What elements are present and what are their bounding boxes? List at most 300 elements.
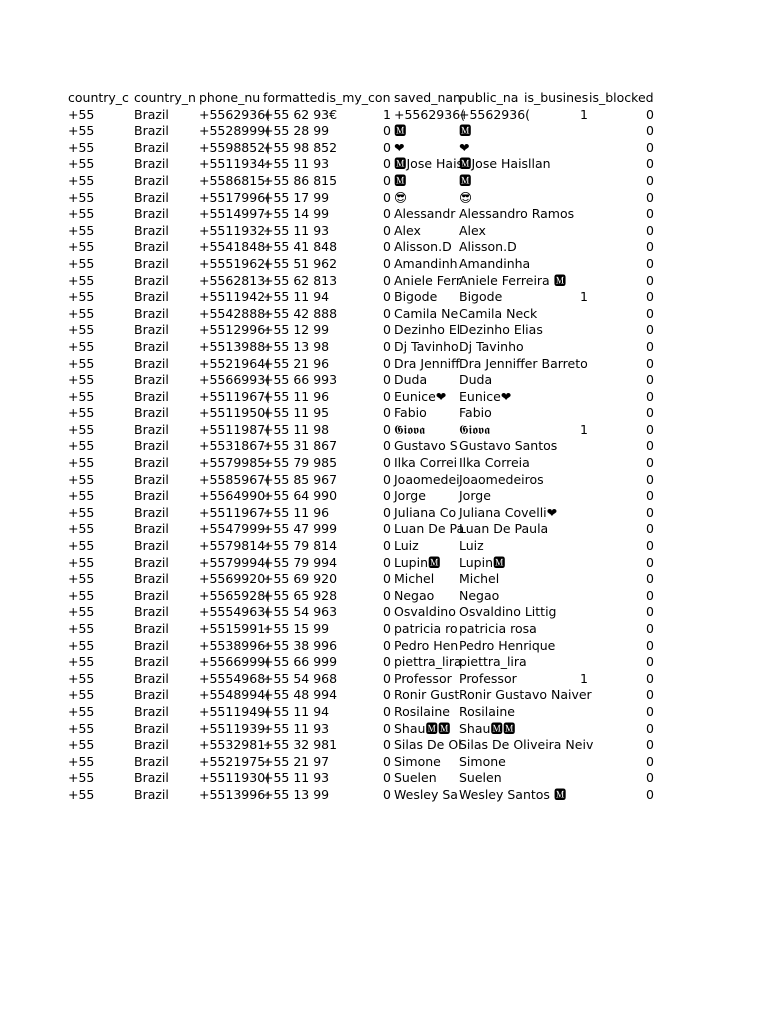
cell-is-my-contact[interactable]: 0 [383,687,391,703]
cell-saved-name[interactable]: Luan De Pa [394,521,465,537]
cell-is-blocked[interactable]: 0 [646,621,654,636]
cell-saved-name[interactable]: Negao [394,587,435,603]
cell-is-blocked[interactable]: 0 [646,455,654,471]
cell-formatted[interactable]: +55 62 93€ [263,106,338,122]
cell-country-name[interactable]: Brazil [134,554,169,570]
cell-is-my-contact[interactable]: 0 [383,338,391,354]
cell-saved-name[interactable]: Jorge [394,488,426,504]
cell-is-business[interactable] [524,372,588,389]
cell-country-name[interactable]: Brazil [134,156,169,172]
cell-is-my-contact[interactable]: 0 [383,388,391,404]
cell-is-my-contact[interactable]: 0 [383,255,391,271]
cell-country-name[interactable]: Brazil [134,687,169,703]
cell-is-business[interactable] [524,389,588,406]
cell-is-business[interactable] [524,555,588,572]
cell-phone-number[interactable]: +5586815: [199,172,270,188]
cell-is-blocked[interactable]: 0 [646,471,654,487]
cell-formatted[interactable]: +55 51 962 [263,255,338,271]
cell-is-business[interactable] [524,239,588,256]
cell-is-business[interactable] [524,455,588,472]
cell-saved-name[interactable]: Ronir Gust [394,687,460,703]
cell-is-business[interactable] [524,405,588,422]
cell-saved-name[interactable]: Alex [394,222,421,238]
cell-country-code[interactable]: +55 [68,189,95,205]
cell-phone-number[interactable]: +5511930( [199,770,271,786]
cell-is-blocked[interactable]: 0 [646,538,654,554]
cell-public-name[interactable]: Professor [459,670,517,686]
cell-country-code[interactable]: +55 [68,455,95,471]
cell-saved-name[interactable]: Amandinh [394,255,458,271]
cell-is-my-contact[interactable]: 0 [383,405,391,421]
cell-is-my-contact[interactable]: 0 [383,289,391,305]
cell-country-name[interactable]: Brazil [134,770,169,786]
cell-public-name[interactable]: Juliana Covelli❤ [459,504,558,520]
cell-is-blocked[interactable]: 0 [646,521,654,537]
cell-public-name[interactable]: Jorge [459,488,491,504]
cell-country-name[interactable]: Brazil [134,753,169,769]
cell-saved-name[interactable]: Michel [394,571,435,587]
cell-country-name[interactable]: Brazil [134,421,169,437]
cell-formatted[interactable]: +55 65 928 [263,587,338,603]
cell-country-name[interactable]: Brazil [134,488,169,504]
cell-saved-name[interactable]: Duda [394,372,428,388]
cell-phone-number[interactable]: +5511942: [199,289,270,305]
cell-is-blocked[interactable]: 0 [646,438,654,454]
cell-formatted[interactable]: +55 11 96 [263,388,330,404]
cell-saved-name[interactable]: Shau🅼🅼 [394,720,451,736]
cell-saved-name[interactable]: 𝕲𝖎𝖔𝖛𝖆 [394,421,426,437]
cell-is-blocked[interactable]: 0 [646,421,654,437]
cell-is-business[interactable] [524,156,588,173]
cell-country-code[interactable]: +55 [68,488,95,504]
cell-saved-name[interactable]: patricia ro [394,621,458,636]
cell-country-name[interactable]: Brazil [134,670,169,686]
cell-country-name[interactable]: Brazil [134,455,169,471]
cell-is-blocked[interactable]: 0 [646,123,654,139]
cell-phone-number[interactable]: +5511939: [199,720,270,736]
cell-phone-number[interactable]: +5528999( [199,123,271,139]
cell-is-blocked[interactable]: 0 [646,289,654,305]
cell-formatted[interactable]: +55 13 98 [263,338,330,354]
cell-is-blocked[interactable]: 0 [646,488,654,504]
cell-country-code[interactable]: +55 [68,322,95,338]
cell-country-name[interactable]: Brazil [134,272,169,288]
cell-formatted[interactable]: +55 11 94 [263,289,330,305]
cell-is-business[interactable] [524,621,588,638]
cell-is-business[interactable] [524,306,588,323]
cell-country-code[interactable]: +55 [68,222,95,238]
cell-country-code[interactable]: +55 [68,538,95,554]
cell-country-name[interactable]: Brazil [134,172,169,188]
cell-is-business[interactable] [524,754,588,771]
cell-formatted[interactable]: +55 21 97 [263,753,330,769]
cell-country-name[interactable]: Brazil [134,206,169,222]
cell-country-code[interactable]: +55 [68,156,95,172]
cell-is-business[interactable] [524,488,588,505]
cell-phone-number[interactable]: +5513996: [199,786,270,802]
cell-country-code[interactable]: +55 [68,438,95,454]
cell-is-blocked[interactable]: 0 [646,554,654,570]
cell-public-name[interactable]: Suelen [459,770,502,786]
cell-formatted[interactable]: +55 11 93 [263,222,330,238]
cell-formatted[interactable]: +55 11 96 [263,504,330,520]
cell-is-blocked[interactable]: 0 [646,604,654,620]
cell-phone-number[interactable]: +5579814: [199,538,270,554]
cell-country-code[interactable]: +55 [68,272,95,288]
cell-public-name[interactable]: Eunice❤ [459,388,512,404]
cell-phone-number[interactable]: +5511950( [199,405,271,421]
cell-formatted[interactable]: +55 12 99 [263,322,330,338]
cell-public-name[interactable]: Amandinha [459,255,531,271]
cell-is-my-contact[interactable]: 0 [383,222,391,238]
cell-country-code[interactable]: +55 [68,737,95,753]
cell-phone-number[interactable]: +5531867: [199,438,270,454]
cell-is-my-contact[interactable]: 0 [383,770,391,786]
cell-public-name[interactable]: 🅼Jose Haisllan [459,156,551,172]
cell-country-code[interactable]: +55 [68,388,95,404]
cell-country-code[interactable]: +55 [68,687,95,703]
cell-is-business[interactable] [524,687,588,704]
cell-is-my-contact[interactable]: 0 [383,604,391,620]
cell-phone-number[interactable]: +5521964( [199,355,271,371]
cell-country-name[interactable]: Brazil [134,720,169,736]
cell-is-business[interactable] [524,604,588,621]
cell-country-code[interactable]: +55 [68,355,95,371]
cell-phone-number[interactable]: +5585967( [199,471,271,487]
cell-public-name[interactable]: 𝕲𝖎𝖔𝖛𝖆 [459,421,491,437]
cell-formatted[interactable]: +55 17 99 [263,189,330,205]
cell-public-name[interactable]: Dra Jenniffer Barreto [459,355,588,371]
cell-is-blocked[interactable]: 0 [646,372,654,388]
cell-formatted[interactable]: +55 54 963 [263,604,338,620]
cell-is-my-contact[interactable]: 0 [383,123,391,139]
cell-is-blocked[interactable]: 0 [646,139,654,155]
cell-is-my-contact[interactable]: 0 [383,438,391,454]
cell-phone-number[interactable]: +5548994( [199,687,271,703]
cell-saved-name[interactable]: Eunice❤ [394,388,447,404]
cell-public-name[interactable]: Joaomedeiros [459,471,544,487]
cell-country-name[interactable]: Brazil [134,123,169,139]
cell-is-business[interactable] [524,173,588,190]
cell-phone-number[interactable]: +5542888: [199,305,270,321]
cell-is-blocked[interactable]: 0 [646,206,654,222]
cell-is-business[interactable] [524,472,588,489]
header-is-business[interactable]: is_busines [524,90,589,105]
cell-public-name[interactable]: Dj Tavinho [459,338,524,354]
cell-is-business[interactable] [524,638,588,655]
cell-is-my-contact[interactable]: 0 [383,538,391,554]
cell-formatted[interactable]: +55 64 990 [263,488,338,504]
cell-phone-number[interactable]: +5514997: [199,206,270,222]
cell-country-code[interactable]: +55 [68,123,95,139]
cell-is-business[interactable] [524,654,588,671]
cell-phone-number[interactable]: +5547999: [199,521,270,537]
cell-country-code[interactable]: +55 [68,720,95,736]
cell-is-my-contact[interactable]: 0 [383,554,391,570]
cell-country-code[interactable]: +55 [68,372,95,388]
cell-country-name[interactable]: Brazil [134,521,169,537]
cell-phone-number[interactable]: +5513988: [199,338,270,354]
cell-formatted[interactable]: +55 66 999 [263,654,338,670]
cell-country-code[interactable]: +55 [68,139,95,155]
cell-country-name[interactable]: Brazil [134,438,169,454]
cell-formatted[interactable]: +55 21 96 [263,355,330,371]
cell-public-name[interactable]: Shau🅼🅼 [459,720,516,736]
cell-country-code[interactable]: +55 [68,753,95,769]
cell-saved-name[interactable]: Rosilaine [394,703,450,719]
cell-saved-name[interactable]: Joaomedei [394,471,460,487]
cell-is-business[interactable]: 1 [580,421,588,437]
cell-country-name[interactable]: Brazil [134,654,169,670]
cell-country-name[interactable]: Brazil [134,504,169,520]
cell-phone-number[interactable]: +5562813: [199,272,270,288]
cell-is-business[interactable] [524,140,588,157]
cell-formatted[interactable]: +55 11 94 [263,703,330,719]
cell-is-business[interactable] [524,787,588,804]
cell-is-blocked[interactable]: 0 [646,670,654,686]
cell-formatted[interactable]: +55 42 888 [263,305,338,321]
cell-country-name[interactable]: Brazil [134,305,169,321]
cell-country-code[interactable]: +55 [68,305,95,321]
cell-formatted[interactable]: +55 79 994 [263,554,338,570]
cell-public-name[interactable]: Lupin🅼 [459,554,506,570]
cell-public-name[interactable]: Dezinho Elias [459,322,543,338]
cell-phone-number[interactable]: +5566993( [199,372,271,388]
cell-country-code[interactable]: +55 [68,637,95,653]
cell-is-blocked[interactable]: 0 [646,172,654,188]
cell-country-code[interactable]: +55 [68,106,95,122]
cell-is-my-contact[interactable]: 0 [383,139,391,155]
cell-formatted[interactable]: +55 47 999 [263,521,338,537]
cell-is-business[interactable] [524,521,588,538]
cell-is-my-contact[interactable]: 0 [383,156,391,172]
cell-is-business[interactable] [524,505,588,522]
cell-is-my-contact[interactable]: 0 [383,421,391,437]
cell-is-blocked[interactable]: 0 [646,637,654,653]
cell-phone-number[interactable]: +5517996( [199,189,271,205]
cell-saved-name[interactable]: Alessandr [394,206,456,222]
cell-phone-number[interactable]: +5562936( [199,106,271,122]
cell-phone-number[interactable]: +5598852( [199,139,271,155]
cell-public-name[interactable]: Bigode [459,289,503,305]
cell-is-my-contact[interactable]: 0 [383,172,391,188]
cell-phone-number[interactable]: +5579994( [199,554,271,570]
cell-phone-number[interactable]: +5554963( [199,604,271,620]
cell-public-name[interactable]: Camila Neck [459,305,538,321]
cell-formatted[interactable]: +55 62 813 [263,272,338,288]
cell-phone-number[interactable]: +5564990: [199,488,270,504]
cell-is-business[interactable] [524,721,588,738]
cell-is-blocked[interactable]: 0 [646,222,654,238]
header-country-code[interactable]: country_c [68,90,129,105]
cell-is-my-contact[interactable]: 0 [383,488,391,504]
cell-phone-number[interactable]: +5579985: [199,455,270,471]
cell-public-name[interactable]: Alisson.D [459,239,517,255]
cell-public-name[interactable]: 🅼 [459,172,472,188]
cell-is-my-contact[interactable]: 0 [383,737,391,753]
cell-formatted[interactable]: +55 31 867 [263,438,338,454]
cell-public-name[interactable]: patricia rosa [459,621,537,636]
cell-phone-number[interactable]: +5554968: [199,670,270,686]
cell-public-name[interactable]: Gustavo Santos [459,438,558,454]
cell-is-business[interactable] [524,538,588,555]
cell-public-name[interactable]: Michel [459,571,500,587]
cell-country-code[interactable]: +55 [68,604,95,620]
cell-is-blocked[interactable]: 0 [646,753,654,769]
cell-is-blocked[interactable]: 0 [646,720,654,736]
header-phone-number[interactable]: phone_nu [199,90,261,105]
cell-public-name[interactable]: 🅼 [459,123,472,139]
cell-saved-name[interactable]: 🅼 [394,172,407,188]
cell-country-name[interactable]: Brazil [134,538,169,554]
cell-formatted[interactable]: +55 14 99 [263,206,330,222]
cell-country-name[interactable]: Brazil [134,355,169,371]
cell-country-name[interactable]: Brazil [134,637,169,653]
cell-is-my-contact[interactable]: 0 [383,703,391,719]
cell-is-my-contact[interactable]: 0 [383,272,391,288]
cell-is-my-contact[interactable]: 0 [383,455,391,471]
cell-saved-name[interactable]: Aniele Ferr [394,272,462,288]
cell-public-name[interactable]: Aniele Ferreira 🅼 [459,272,567,288]
header-saved-name[interactable]: saved_nan [394,90,461,105]
cell-phone-number[interactable]: +5566999( [199,654,271,670]
cell-is-my-contact[interactable]: 0 [383,322,391,338]
cell-is-blocked[interactable]: 0 [646,737,654,753]
cell-is-blocked[interactable]: 0 [646,786,654,802]
cell-phone-number[interactable]: +5565928( [199,587,271,603]
cell-country-code[interactable]: +55 [68,239,95,255]
cell-is-my-contact[interactable]: 0 [383,571,391,587]
cell-is-business[interactable] [524,339,588,356]
cell-saved-name[interactable]: Camila Ne [394,305,459,321]
cell-formatted[interactable]: +55 79 814 [263,538,338,554]
cell-phone-number[interactable]: +5512996: [199,322,270,338]
cell-country-code[interactable]: +55 [68,405,95,421]
cell-phone-number[interactable]: +5511987( [199,421,271,437]
cell-country-name[interactable]: Brazil [134,289,169,305]
cell-saved-name[interactable]: Silas De Ol [394,737,462,753]
cell-country-name[interactable]: Brazil [134,471,169,487]
cell-is-blocked[interactable]: 0 [646,405,654,421]
cell-public-name[interactable]: Luiz [459,538,484,554]
cell-public-name[interactable]: Duda [459,372,493,388]
cell-country-code[interactable]: +55 [68,255,95,271]
cell-saved-name[interactable]: 😎 [394,189,408,205]
cell-is-blocked[interactable]: 0 [646,388,654,404]
cell-formatted[interactable]: +55 11 93 [263,770,330,786]
header-is-blocked[interactable]: is_blocked [589,90,654,105]
cell-formatted[interactable]: +55 86 815 [263,172,338,188]
cell-is-business[interactable] [524,356,588,373]
cell-is-blocked[interactable]: 0 [646,255,654,271]
cell-is-my-contact[interactable]: 0 [383,753,391,769]
cell-country-name[interactable]: Brazil [134,587,169,603]
cell-country-code[interactable]: +55 [68,421,95,437]
cell-is-business[interactable]: 1 [580,289,588,305]
cell-is-blocked[interactable]: 0 [646,355,654,371]
cell-saved-name[interactable]: Simone [394,753,441,769]
cell-is-blocked[interactable]: 0 [646,571,654,587]
cell-is-my-contact[interactable]: 0 [383,521,391,537]
cell-is-my-contact[interactable]: 0 [383,670,391,686]
cell-is-business[interactable] [524,273,588,290]
cell-is-my-contact[interactable]: 0 [383,654,391,670]
cell-phone-number[interactable]: +5532981: [199,737,270,753]
cell-country-name[interactable]: Brazil [134,405,169,421]
cell-formatted[interactable]: +55 48 994 [263,687,338,703]
cell-country-name[interactable]: Brazil [134,604,169,620]
cell-formatted[interactable]: +55 15 99 [263,621,330,636]
cell-formatted[interactable]: +55 11 95 [263,405,330,421]
cell-country-code[interactable]: +55 [68,786,95,802]
cell-phone-number[interactable]: +5541848: [199,239,270,255]
cell-country-name[interactable]: Brazil [134,239,169,255]
cell-country-code[interactable]: +55 [68,571,95,587]
cell-is-blocked[interactable]: 0 [646,322,654,338]
cell-phone-number[interactable]: +5511934: [199,156,270,172]
cell-formatted[interactable]: +55 11 98 [263,421,330,437]
cell-country-name[interactable]: Brazil [134,106,169,122]
cell-country-code[interactable]: +55 [68,770,95,786]
cell-public-name[interactable]: 😎 [459,189,473,205]
cell-is-business[interactable] [524,438,588,455]
header-formatted[interactable]: formatted [263,90,326,105]
cell-public-name[interactable]: Alessandro Ramos [459,206,575,222]
cell-is-my-contact[interactable]: 0 [383,621,391,636]
cell-is-my-contact[interactable]: 0 [383,587,391,603]
cell-country-name[interactable]: Brazil [134,139,169,155]
cell-is-blocked[interactable]: 0 [646,156,654,172]
cell-saved-name[interactable]: Luiz [394,538,419,554]
cell-public-name[interactable]: Alex [459,222,486,238]
cell-formatted[interactable]: +55 41 848 [263,239,338,255]
cell-is-my-contact[interactable]: 0 [383,206,391,222]
cell-phone-number[interactable]: +5511932: [199,222,270,238]
cell-is-blocked[interactable]: 0 [646,770,654,786]
cell-country-code[interactable]: +55 [68,206,95,222]
cell-public-name[interactable]: Wesley Santos 🅼 [459,786,567,802]
header-is-my-contact[interactable]: is_my_con [326,90,391,105]
cell-country-code[interactable]: +55 [68,172,95,188]
cell-saved-name[interactable]: Osvaldino [394,604,456,620]
cell-formatted[interactable]: +55 85 967 [263,471,338,487]
cell-is-blocked[interactable]: 0 [646,106,654,122]
cell-is-my-contact[interactable]: 1 [383,106,391,122]
cell-country-name[interactable]: Brazil [134,189,169,205]
cell-public-name[interactable]: +5562936( [459,106,531,122]
cell-is-my-contact[interactable]: 0 [383,471,391,487]
cell-public-name[interactable]: Pedro Henrique [459,637,556,653]
cell-is-business[interactable] [524,123,588,140]
cell-country-name[interactable]: Brazil [134,255,169,271]
cell-country-code[interactable]: +55 [68,471,95,487]
cell-country-name[interactable]: Brazil [134,571,169,587]
cell-country-code[interactable]: +55 [68,521,95,537]
cell-saved-name[interactable]: Fabio [394,405,427,421]
cell-saved-name[interactable]: Alisson.D [394,239,452,255]
cell-phone-number[interactable]: +5511967: [199,504,270,520]
cell-is-blocked[interactable]: 0 [646,189,654,205]
cell-is-business[interactable]: 1 [580,670,588,686]
cell-public-name[interactable]: Fabio [459,405,492,421]
cell-formatted[interactable]: +55 28 99 [263,123,330,139]
cell-is-business[interactable] [524,190,588,207]
cell-is-business[interactable] [524,223,588,240]
cell-is-blocked[interactable]: 0 [646,687,654,703]
cell-public-name[interactable]: Luan De Paula [459,521,549,537]
cell-country-name[interactable]: Brazil [134,222,169,238]
cell-public-name[interactable]: Osvaldino Littig [459,604,557,620]
